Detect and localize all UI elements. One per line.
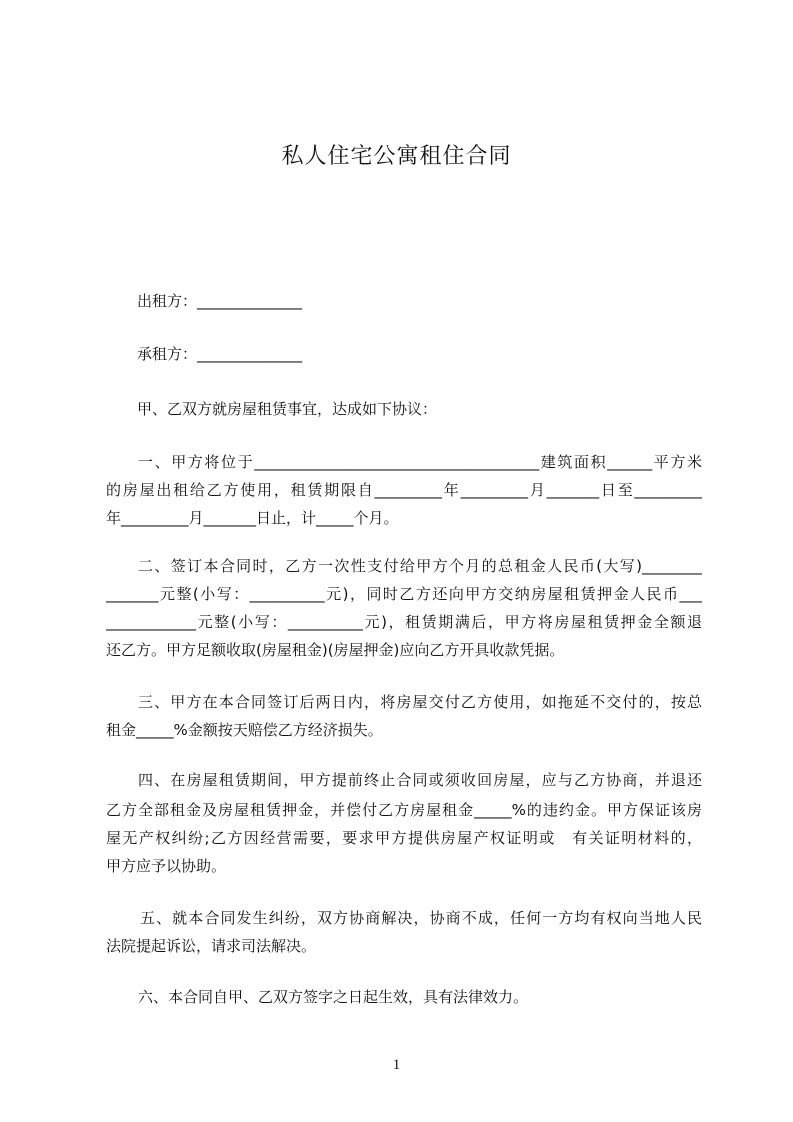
lessee-line: 承租方：______________ — [137, 345, 303, 363]
clause-5-line: 五、就本合同发生纠纷，双方协商解决，协商不成，任何一方均有权向当地人民 — [140, 909, 702, 927]
clause-3-line: 租金_____%金额按天赔偿乙方经济损失。 — [106, 721, 383, 739]
clause-6-paragraph: 六、本合同自甲、乙双方签字之日起生效，具有法律效力。 — [138, 988, 529, 1006]
clause-2-line: 二、签订本合同时，乙方一次性支付给甲方个月的总租金人民币(大写)________ — [138, 557, 702, 575]
clause-4-line: 乙方全部租金及房屋租赁押金，并偿付乙方房屋租金_____%的违约金。甲方保证该房 — [106, 801, 702, 819]
clause-4-line: 甲方应予以协助。 — [106, 857, 227, 875]
clause-5-line: 法院提起诉讼，请求司法解决。 — [106, 937, 317, 955]
clause-4-line: 屋无产权纠纷;乙方因经营需要，要求甲方提供房屋产权证明或 有关证明材料的， — [106, 829, 702, 847]
clause-2-line: ____________元整(小写：__________元)，租赁期满后，甲方将房屋租赁押金全额退 — [106, 613, 702, 631]
clause-1-line: 年_________月_______日止，计_____个月。 — [106, 509, 399, 527]
intro-paragraph: 甲、乙双方就房屋租赁事宜，达成如下协议： — [137, 400, 438, 418]
clause-1-line: 一、甲方将位于______________________________________建筑面积______平方米 — [138, 453, 702, 471]
clause-3-line: 三、甲方在本合同签订后两日内，将房屋交付乙方使用，如拖延不交付的，按总 — [138, 693, 702, 711]
clause-4-line: 四、在房屋租赁期间，甲方提前终止合同或须收回房屋，应与乙方协商，并退还 — [138, 771, 702, 789]
clause-2-line: 还乙方。甲方足额收取(房屋租金)(房屋押金)应向乙方开具收款凭据。 — [106, 641, 565, 659]
page-number: 1 — [392, 1057, 401, 1073]
clause-2-line: _______元整(小写：__________元)，同时乙方还向甲方交纳房屋租赁押金人民币___ — [106, 585, 702, 603]
document-title: 私人住宅公寓租住合同 — [281, 144, 512, 169]
lessor-line: 出租方：______________ — [137, 292, 303, 310]
clause-1-line: 的房屋出租给乙方使用，租赁期限自_________年_________月_______日至_________ — [106, 481, 702, 499]
